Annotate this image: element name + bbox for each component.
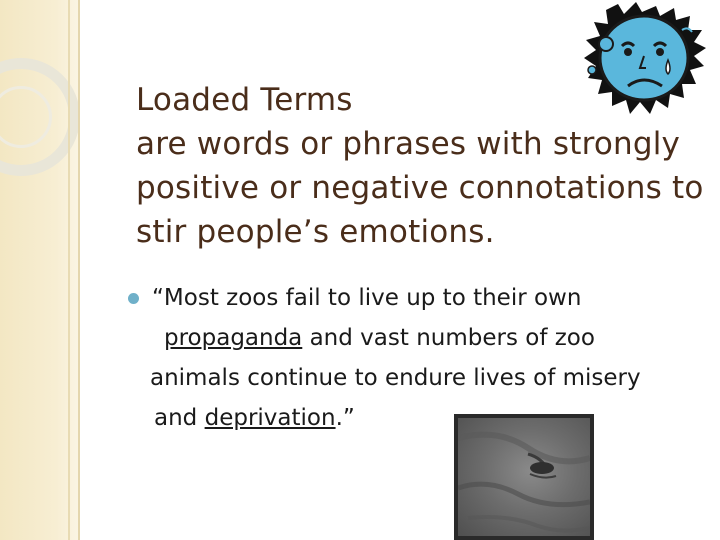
bullet-icon xyxy=(128,293,139,304)
quote-line-4-pre: and xyxy=(154,405,205,431)
strip-edge xyxy=(78,0,80,540)
heading-title: Loaded Terms xyxy=(136,82,353,118)
underlined-term-deprivation: deprivation xyxy=(204,405,336,431)
quote-line-3: animals continue to endure lives of misery xyxy=(150,365,641,391)
photo-content xyxy=(458,418,590,536)
heading-line-3: stir people’s emotions. xyxy=(136,214,495,250)
underlined-term-propaganda: propaganda xyxy=(164,325,303,351)
quote-line-2-rest: and vast numbers of zoo xyxy=(302,325,595,351)
decorative-side-strip xyxy=(0,0,80,540)
heading-line-2: positive or negative connotations to xyxy=(136,170,704,206)
heading-line-1: are words or phrases with strongly xyxy=(136,126,681,162)
quote-line-2 xyxy=(164,318,595,358)
strip-divider xyxy=(68,0,70,540)
quote-line-4-post: .” xyxy=(335,405,355,431)
sad-face-icon xyxy=(572,0,720,128)
quote-line-4 xyxy=(154,398,355,438)
elephant-eye-photo xyxy=(454,414,594,540)
quote-line-1: “Most zoos fail to live up to their own xyxy=(152,285,582,311)
